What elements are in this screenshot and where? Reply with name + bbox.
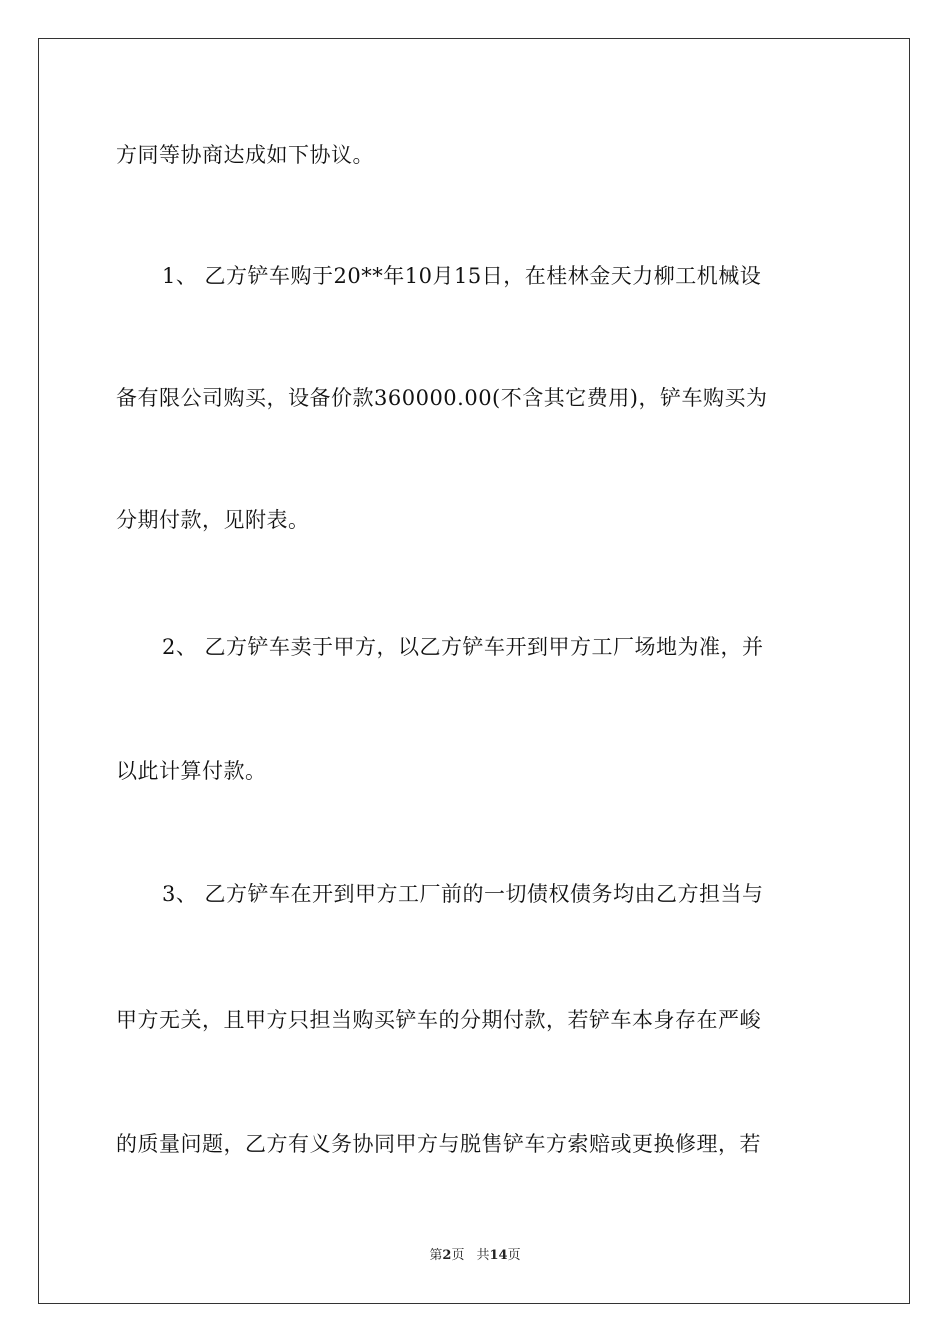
paragraph-line-8: 甲方无关，且甲方只担当购买铲车的分期付款，若铲车本身存在严峻: [116, 1008, 761, 1032]
total-page-count: 14: [489, 1248, 508, 1263]
paragraph-line-9: 的质量问题，乙方有义务协同甲方与脱售铲车方索赔或更换修理，若: [116, 1132, 761, 1156]
page-border: [38, 38, 910, 1304]
total-label-prefix: 共: [476, 1248, 490, 1263]
total-label-suffix: 页: [507, 1248, 521, 1263]
page-label-suffix: 页: [451, 1248, 465, 1263]
paragraph-line-7: 3、 乙方铲车在开到甲方工厂前的一切债权债务均由乙方担当与: [162, 882, 764, 906]
page-footer: [0, 1247, 950, 1265]
paragraph-line-1: 方同等协商达成如下协议。: [116, 143, 374, 167]
paragraph-line-5: 2、 乙方铲车卖于甲方，以乙方铲车开到甲方工厂场地为准，并: [162, 635, 764, 659]
paragraph-line-6: 以此计算付款。: [116, 759, 267, 783]
paragraph-line-3: 备有限公司购买，设备价款360000.00(不含其它费用)，铲车购买为: [116, 386, 768, 410]
paragraph-line-4: 分期付款，见附表。: [116, 508, 310, 532]
paragraph-line-2: 1、 乙方铲车购于20**年10月15日，在桂林金天力柳工机械设: [162, 264, 762, 288]
current-page-number: 2: [442, 1248, 452, 1263]
page-label-prefix: 第: [429, 1248, 443, 1263]
